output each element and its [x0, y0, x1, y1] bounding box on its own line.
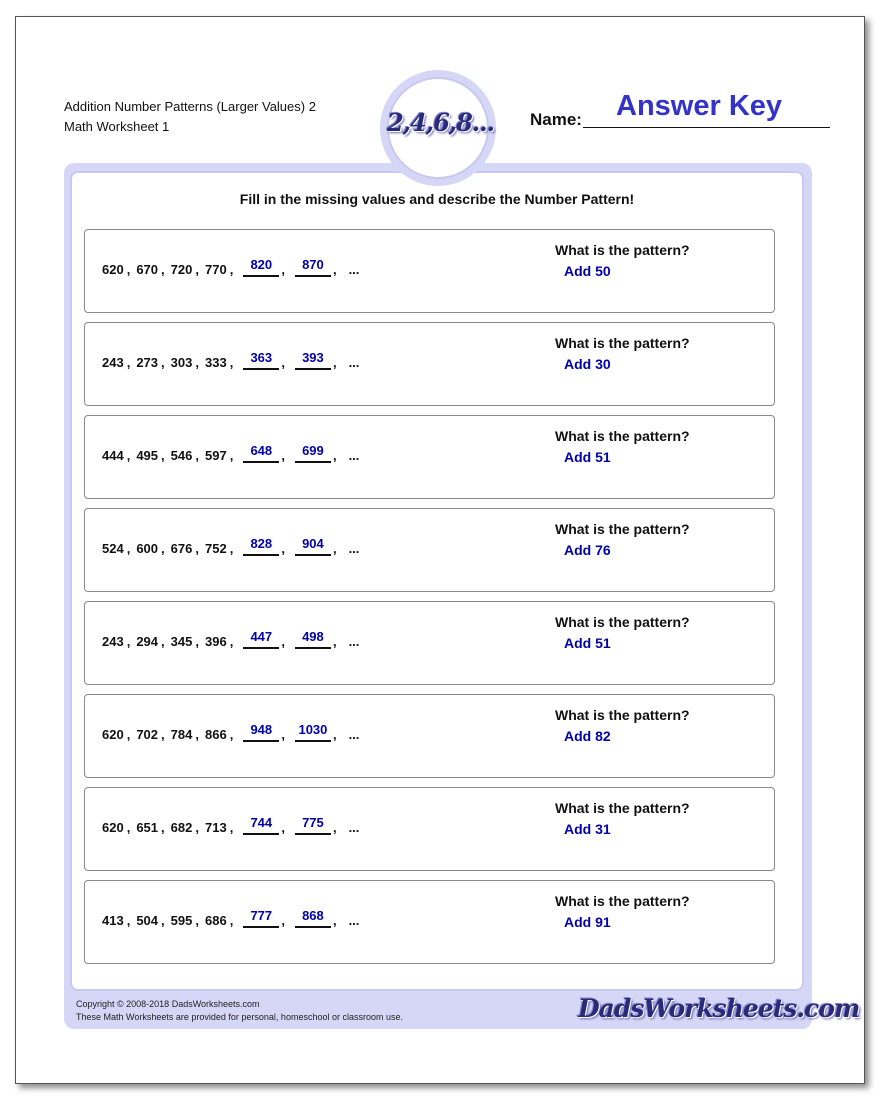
- separator: ,: [332, 448, 337, 463]
- pattern-answer[interactable]: Add 30: [564, 356, 611, 372]
- separator: ,: [126, 262, 131, 277]
- separator: ,: [332, 820, 337, 835]
- answer-blank[interactable]: 744: [243, 815, 279, 835]
- footer-copyright: Copyright © 2008-2018 DadsWorksheets.com: [76, 999, 260, 1009]
- pattern-question: What is the pattern?: [555, 521, 690, 537]
- number-sequence: [102, 443, 359, 463]
- separator: ,: [161, 262, 165, 277]
- pattern-question: What is the pattern?: [555, 707, 690, 723]
- separator: ,: [281, 634, 285, 649]
- ellipsis: ...: [348, 541, 360, 556]
- separator: ,: [126, 913, 131, 928]
- given-value: 294: [136, 634, 159, 649]
- problem-7: [84, 787, 775, 871]
- given-value: 243: [102, 634, 124, 649]
- number-sequence: [102, 350, 359, 370]
- number-sequence: [102, 815, 359, 835]
- given-value: 620: [102, 820, 124, 835]
- answer-blank[interactable]: 828: [243, 536, 279, 556]
- ellipsis: ...: [348, 820, 360, 835]
- answer-blank[interactable]: 498: [295, 629, 331, 649]
- separator: ,: [332, 634, 337, 649]
- problem-3: [84, 415, 775, 499]
- separator: ,: [126, 355, 131, 370]
- given-value: 676: [170, 541, 193, 556]
- given-value: 682: [170, 820, 193, 835]
- answer-blank[interactable]: 904: [295, 536, 331, 556]
- footer-text: [76, 998, 403, 1024]
- number-sequence: [102, 536, 359, 556]
- given-value: 620: [102, 262, 124, 277]
- ellipsis: ...: [348, 262, 360, 277]
- given-value: 670: [136, 262, 159, 277]
- problem-1: [84, 229, 775, 313]
- separator: ,: [126, 448, 131, 463]
- separator: ,: [332, 913, 337, 928]
- pattern-question: What is the pattern?: [555, 614, 690, 630]
- given-value: 686: [204, 913, 227, 928]
- given-value: 444: [102, 448, 124, 463]
- separator: ,: [281, 448, 285, 463]
- given-value: 546: [170, 448, 193, 463]
- answer-blank[interactable]: 777: [243, 908, 279, 928]
- separator: ,: [195, 820, 199, 835]
- number-sequence: [102, 722, 359, 742]
- pattern-answer[interactable]: Add 51: [564, 449, 611, 465]
- problem-5: [84, 601, 775, 685]
- separator: ,: [161, 727, 165, 742]
- given-value: 273: [136, 355, 159, 370]
- separator: ,: [332, 355, 337, 370]
- number-sequence: [102, 908, 359, 928]
- separator: ,: [229, 448, 234, 463]
- title-line-2: Math Worksheet 1: [64, 119, 170, 134]
- pattern-answer[interactable]: Add 50: [564, 263, 611, 279]
- given-value: 600: [136, 541, 159, 556]
- separator: ,: [281, 820, 285, 835]
- pattern-question: What is the pattern?: [555, 335, 690, 351]
- separator: ,: [229, 913, 234, 928]
- separator: ,: [229, 634, 234, 649]
- given-value: 713: [204, 820, 227, 835]
- answer-blank[interactable]: 363: [243, 350, 279, 370]
- separator: ,: [126, 820, 131, 835]
- ellipsis: ...: [348, 913, 360, 928]
- number-sequence: [102, 629, 359, 649]
- separator: ,: [161, 448, 165, 463]
- separator: ,: [229, 541, 234, 556]
- name-line: [583, 127, 830, 128]
- title-line-1: Addition Number Patterns (Larger Values) 2: [64, 99, 316, 114]
- separator: ,: [195, 262, 199, 277]
- separator: ,: [281, 262, 285, 277]
- given-value: 720: [170, 262, 193, 277]
- separator: ,: [195, 448, 199, 463]
- separator: ,: [332, 541, 337, 556]
- given-value: 702: [136, 727, 159, 742]
- separator: ,: [229, 820, 234, 835]
- ellipsis: ...: [348, 727, 360, 742]
- pattern-question: What is the pattern?: [555, 242, 690, 258]
- separator: ,: [195, 634, 199, 649]
- answer-blank[interactable]: 868: [295, 908, 331, 928]
- pattern-answer[interactable]: Add 51: [564, 635, 611, 651]
- answer-blank[interactable]: 648: [243, 443, 279, 463]
- given-value: 495: [136, 448, 159, 463]
- problem-6: [84, 694, 775, 778]
- worksheet-title: [64, 97, 316, 137]
- given-value: 597: [204, 448, 227, 463]
- given-value: 243: [102, 355, 124, 370]
- separator: ,: [195, 355, 199, 370]
- separator: ,: [126, 727, 131, 742]
- given-value: 396: [204, 634, 227, 649]
- answer-blank[interactable]: 699: [295, 443, 331, 463]
- dadsworksheets-logo[interactable]: DadsWorksheets.com: [578, 994, 860, 1023]
- separator: ,: [161, 541, 165, 556]
- given-value: 345: [170, 634, 193, 649]
- problem-2: [84, 322, 775, 406]
- pattern-answer[interactable]: Add 76: [564, 542, 611, 558]
- separator: ,: [281, 727, 285, 742]
- separator: ,: [126, 634, 131, 649]
- instructions: Fill in the missing values and describe the Number Pattern!: [239, 191, 635, 207]
- answer-blank[interactable]: 393: [295, 350, 331, 370]
- answer-blank[interactable]: 870: [295, 257, 331, 277]
- separator: ,: [161, 634, 165, 649]
- given-value: 333: [204, 355, 227, 370]
- separator: ,: [281, 541, 285, 556]
- separator: ,: [281, 913, 285, 928]
- number-sequence: [102, 257, 359, 277]
- given-value: 595: [170, 913, 193, 928]
- given-value: 784: [170, 727, 193, 742]
- answer-blank[interactable]: 447: [243, 629, 279, 649]
- pattern-answer[interactable]: Add 31: [564, 821, 611, 837]
- given-value: 866: [204, 727, 227, 742]
- pattern-answer[interactable]: Add 91: [564, 914, 611, 930]
- answer-blank[interactable]: 1030: [295, 722, 331, 742]
- separator: ,: [332, 727, 337, 742]
- given-value: 651: [136, 820, 159, 835]
- given-value: 524: [102, 541, 124, 556]
- answer-blank[interactable]: 775: [295, 815, 331, 835]
- pattern-question: What is the pattern?: [555, 893, 690, 909]
- pattern-question: What is the pattern?: [555, 428, 690, 444]
- ellipsis: ...: [348, 634, 360, 649]
- separator: ,: [229, 727, 234, 742]
- separator: ,: [126, 541, 131, 556]
- separator: ,: [161, 820, 165, 835]
- separator: ,: [281, 355, 285, 370]
- separator: ,: [161, 355, 165, 370]
- problem-8: [84, 880, 775, 964]
- given-value: 413: [102, 913, 124, 928]
- logo-badge-text: 2,4,6,8...: [387, 108, 494, 137]
- answer-blank[interactable]: 948: [243, 722, 279, 742]
- pattern-question: What is the pattern?: [555, 800, 690, 816]
- separator: ,: [195, 727, 199, 742]
- given-value: 752: [204, 541, 227, 556]
- answer-key-label: Answer Key: [616, 90, 783, 122]
- separator: ,: [332, 262, 337, 277]
- separator: ,: [195, 541, 199, 556]
- separator: ,: [229, 262, 234, 277]
- given-value: 770: [204, 262, 227, 277]
- ellipsis: ...: [348, 355, 360, 370]
- given-value: 303: [170, 355, 193, 370]
- separator: ,: [195, 913, 199, 928]
- given-value: 620: [102, 727, 124, 742]
- answer-blank[interactable]: 820: [243, 257, 279, 277]
- separator: ,: [229, 355, 234, 370]
- separator: ,: [161, 913, 165, 928]
- given-value: 504: [136, 913, 159, 928]
- name-label: Name:: [530, 110, 582, 129]
- footer-notice: These Math Worksheets are provided for personal, homeschool or classroom use.: [76, 1012, 403, 1022]
- pattern-answer[interactable]: Add 82: [564, 728, 611, 744]
- problem-4: [84, 508, 775, 592]
- ellipsis: ...: [348, 448, 360, 463]
